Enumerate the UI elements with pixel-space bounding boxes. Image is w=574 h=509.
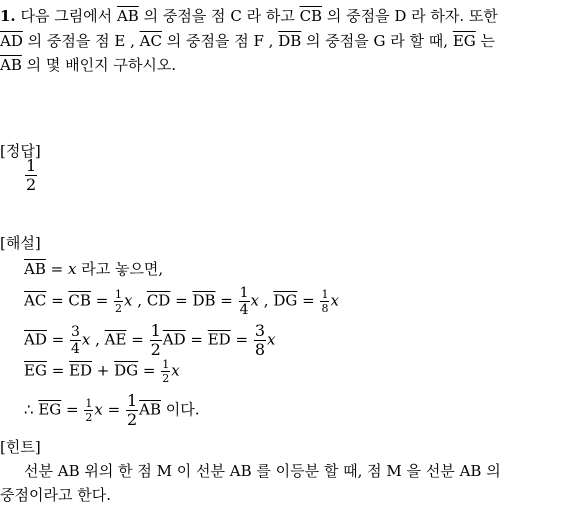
fraction: $\frac{1}{2}$: [162, 358, 170, 385]
problem-line-1: 1. 다음 그림에서 $\overline{AB}$ 의 중점을 점 C 라 하고 $\overline{CB}$ 의 중점을 D 라 하자. 또한: [0, 7, 498, 25]
segment: $\overline{EG}$: [452, 32, 476, 50]
problem-line-2: $\overline{AD}$ 의 중점을 점 E , $\overline{AC}$ 의 중점을 점 F , $\overline{DB}$ 의 중점을 G 라 할 때, $\overline{EG}$ 는: [0, 32, 496, 50]
solution-label: [해설]: [0, 234, 41, 252]
fraction: $\frac{3}{8}$: [254, 321, 266, 359]
solution-line-1: $\overline{AB} = x$ 라고 놓으면,: [24, 260, 164, 278]
answer-value: [24, 158, 38, 193]
fraction: $\frac{1}{2}$: [115, 288, 123, 315]
solution-line-4: $\overline{EG} = \overline{ED} + \overline{DG}$ = $\frac{1}{2}$ x: [24, 358, 180, 385]
solution-line-5: ∴ $\overline{EG}$ = $\frac{1}{2}$ x = $\frac{1}{2}$ $\overline{AB}$ 이다.: [24, 391, 200, 429]
segment: $\overline{CB}$: [299, 7, 323, 25]
problem-line-3: $\overline{AB}$ 의 몇 배인지 구하시오.: [0, 56, 177, 74]
hint-label: [힌트]: [0, 438, 41, 456]
fraction: $\frac{1}{4}$: [239, 285, 249, 318]
answer-fraction: $\frac{1}{2}$: [26, 156, 37, 194]
hint-line-1: 선분 AB 위의 한 점 M 이 선분 AB 를 이등분 할 때, 점 M 을 선분 AB 의: [24, 462, 501, 480]
fraction: $\frac{1}{2}$: [85, 397, 93, 424]
fraction: $\frac{3}{4}$: [70, 324, 80, 357]
fraction: $\frac{1}{2}$: [126, 391, 138, 429]
segment: $\overline{AC}$: [139, 32, 162, 50]
segment: $\overline{AB}$: [116, 7, 139, 25]
fraction: $\frac{1}{8}$: [321, 288, 329, 315]
segment: $\overline{DB}$: [278, 32, 302, 50]
solution-line-3: $\overline{AD}$ = $\frac{3}{4}$ x , $\overline{AE}$ = $\frac{1}{2}$ $\overline{AD} = \overline{ED}$ = $\frac{3}{8}$ x: [24, 321, 276, 359]
solution-line-2: $\overline{AC} = \overline{CB}$ = $\frac{1}{2}$ x , $\overline{CD} = \overline{DB}$ = $\frac{1}{4}$ x , $\overline{DG}$ = $\frac{1}{8}$ x: [24, 285, 339, 318]
answer-label: [정답]: [0, 142, 41, 160]
hint-line-2: 중점이라고 한다.: [0, 486, 111, 504]
segment: $\overline{AB}$: [0, 56, 22, 74]
segment: $\overline{AD}$: [0, 32, 23, 50]
problem-number: 1.: [0, 7, 16, 25]
fraction: $\frac{1}{2}$: [150, 321, 161, 359]
